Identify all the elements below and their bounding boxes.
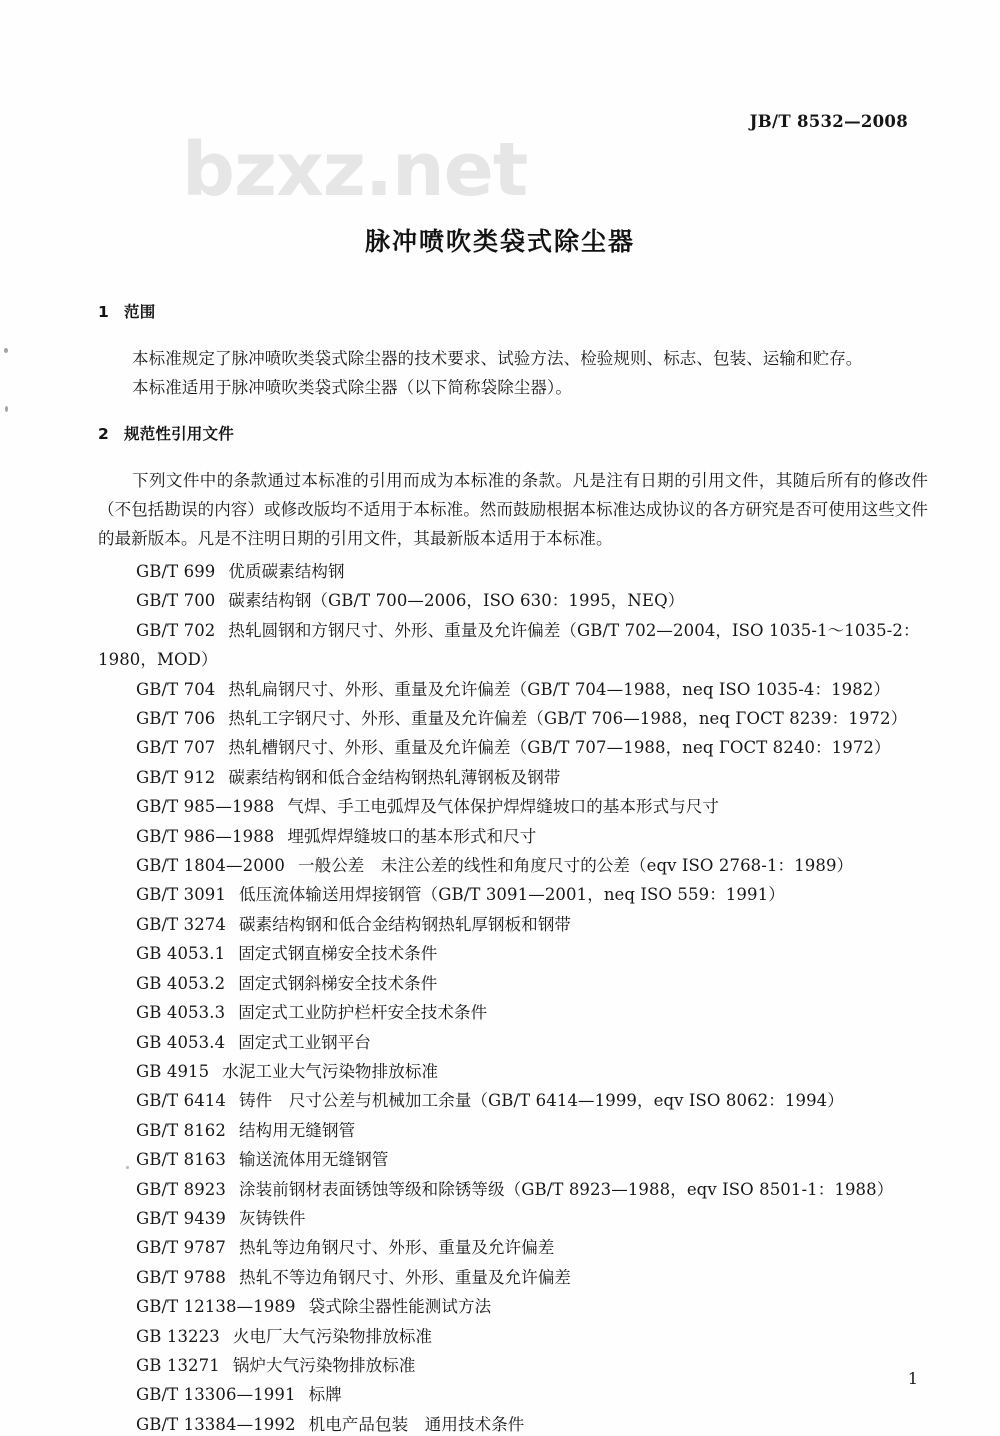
reference-code: GB/T 13306—1991: [136, 1385, 296, 1405]
reference-code: GB 4053.3: [136, 1003, 226, 1023]
reference-title: 一般公差 未注公差的线性和角度尺寸的公差（eqv ISO 2768-1：1989）: [298, 856, 854, 876]
reference-code: GB/T 3091: [136, 885, 227, 905]
reference-title: 机电产品包装 通用技术条件: [308, 1414, 525, 1434]
reference-code: GB/T 702: [136, 620, 216, 640]
reference-item: [98, 851, 928, 880]
reference-item: [98, 880, 928, 909]
reference-title: 热轧扁钢尺寸、外形、重量及允许偏差（GB/T 704—1988，neq ISO 1035-4：1982）: [228, 679, 891, 699]
reference-code: GB 4053.4: [136, 1032, 226, 1052]
reference-title: 优质碳素结构钢: [228, 562, 345, 581]
reference-title: 输送流体用无缝钢管: [239, 1150, 389, 1170]
reference-code: GB/T 985—1988: [136, 797, 275, 817]
reference-code: GB/T 9788: [136, 1267, 227, 1287]
reference-code: GB/T 13384—1992: [136, 1414, 296, 1434]
reference-item: [98, 1145, 928, 1174]
reference-item: [98, 1028, 928, 1057]
spacer: [98, 452, 928, 466]
reference-title: 涂装前钢材表面锈蚀等级和除锈等级（GB/T 8923—1988，eqv ISO 8501-1：1988）: [239, 1179, 894, 1199]
reference-code: GB 13271: [136, 1355, 220, 1375]
reference-code: GB/T 9439: [136, 1208, 227, 1228]
reference-code: GB 4915: [136, 1061, 210, 1081]
reference-title: 热轧圆钢和方钢尺寸、外形、重量及允许偏差（GB/T 702—2004，ISO 1035-1～1035-2：: [228, 620, 920, 640]
normative-reference-list: [98, 557, 928, 1436]
scan-artifact: [126, 1166, 129, 1169]
reference-item: [98, 969, 928, 998]
reference-item: [98, 1410, 928, 1436]
reference-item: [98, 1086, 928, 1115]
reference-item: [98, 675, 928, 704]
reference-item: [98, 704, 928, 733]
clause-2-number: 2: [98, 425, 109, 443]
clause-1-number: 1: [98, 303, 109, 321]
reference-code: GB/T 6414: [136, 1091, 227, 1111]
scan-artifact: [5, 406, 8, 412]
spacer: [98, 402, 928, 422]
reference-item: [98, 910, 928, 939]
reference-code: GB/T 8163: [136, 1150, 227, 1170]
reference-item: [98, 616, 928, 675]
reference-code: GB/T 8923: [136, 1179, 227, 1199]
reference-code: GB/T 700: [136, 591, 216, 611]
reference-title: 碳素结构钢和低合金结构钢热轧薄钢板及钢带: [228, 767, 561, 787]
reference-title: 固定式钢直梯安全技术条件: [238, 944, 438, 964]
reference-item: [98, 1116, 928, 1145]
clause-1-paragraph-1: 本标准规定了脉冲喷吹类袋式除尘器的技术要求、试验方法、检验规则、标志、包装、运输和贮存。: [132, 349, 863, 368]
reference-code: GB/T 1804—2000: [136, 856, 285, 876]
reference-code: GB 4053.2: [136, 973, 226, 993]
reference-item: [98, 792, 928, 821]
reference-item: [98, 1233, 928, 1262]
reference-title: 水泥工业大气污染物排放标准: [222, 1061, 439, 1081]
reference-item: [98, 822, 928, 851]
reference-title: 火电厂大气污染物排放标准: [232, 1326, 433, 1346]
reference-title: 灰铸铁件: [239, 1208, 306, 1228]
reference-title: 热轧不等边角钢尺寸、外形、重量及允许偏差: [239, 1267, 572, 1287]
reference-code: GB/T 699: [136, 562, 216, 581]
reference-title-continuation: 1980，MOD）: [98, 650, 218, 670]
spacer: [98, 330, 928, 344]
reference-title: 固定式工业钢平台: [238, 1032, 371, 1052]
site-watermark: bzxz.net: [182, 127, 528, 213]
reference-code: GB 4053.1: [136, 944, 226, 964]
reference-item: [98, 1263, 928, 1292]
reference-item: [98, 557, 928, 586]
page-title: 脉冲喷吹类袋式除尘器: [364, 227, 635, 256]
clause-1-title: 范围: [124, 303, 156, 321]
clause-2-title: 规范性引用文件: [124, 425, 234, 443]
reference-code: GB/T 706: [136, 709, 216, 729]
reference-title: 固定式钢斜梯安全技术条件: [238, 973, 438, 993]
document-body: [98, 300, 928, 1436]
reference-item: [98, 1175, 928, 1204]
reference-title: 埋弧焊焊缝坡口的基本形式和尺寸: [287, 826, 537, 846]
reference-code: GB/T 704: [136, 679, 216, 699]
reference-item: [98, 1204, 928, 1233]
reference-item: [98, 1351, 928, 1380]
reference-title: 标牌: [308, 1385, 342, 1405]
reference-item: [98, 998, 928, 1027]
reference-code: GB/T 3274: [136, 914, 227, 934]
reference-title: 结构用无缝钢管: [239, 1120, 356, 1140]
reference-item: [98, 1292, 928, 1321]
reference-code: GB/T 912: [136, 767, 216, 787]
scan-artifact: [4, 348, 8, 353]
reference-title: 碳素结构钢（GB/T 700—2006，ISO 630：1995，NEQ）: [228, 591, 685, 611]
reference-code: GB/T 986—1988: [136, 826, 275, 846]
reference-title: 袋式除尘器性能测试方法: [308, 1297, 492, 1317]
reference-title: 碳素结构钢和低合金结构钢热轧厚钢板和钢带: [239, 914, 572, 934]
reference-item: [98, 1057, 928, 1086]
reference-item: [98, 733, 928, 762]
reference-title: 热轧工字钢尺寸、外形、重量及允许偏差（GB/T 706—1988，neq ГОСТ 8239：1972）: [228, 709, 908, 729]
reference-code: GB/T 12138—1989: [136, 1297, 296, 1317]
reference-title: 热轧槽钢尺寸、外形、重量及允许偏差（GB/T 707—1988，neq ГОСТ 8240：1972）: [228, 738, 891, 758]
clause-1-heading: [98, 300, 928, 322]
reference-code: GB/T 707: [136, 738, 216, 758]
clause-2-paragraph-1: 下列文件中的条款通过本标准的引用而成为本标准的条款。凡是注有日期的引用文件，其随后所有的修改件（不包括勘误的内容）或修改版均不适用于本标准。然而鼓励根据本标准达成协议的各方研究是否可使用这些文件的最新版本。凡是不注明日期的引用文件，其最新版本适用于本标准。: [98, 471, 928, 548]
reference-item: [98, 586, 928, 615]
reference-item: [98, 1322, 928, 1351]
reference-title: 固定式工业防护栏杆安全技术条件: [238, 1003, 488, 1023]
reference-title: 气焊、手工电弧焊及气体保护焊焊缝坡口的基本形式与尺寸: [287, 797, 720, 817]
page-number: 1: [907, 1369, 918, 1388]
reference-item: [98, 1380, 928, 1409]
reference-code: GB/T 8162: [136, 1120, 227, 1140]
reference-item: [98, 939, 928, 968]
reference-item: [98, 763, 928, 792]
reference-title: 铸件 尺寸公差与机械加工余量（GB/T 6414—1999，eqv ISO 8062：1994）: [239, 1091, 844, 1111]
reference-title: 锅炉大气污染物排放标准: [232, 1355, 416, 1375]
reference-code: GB/T 9787: [136, 1238, 227, 1258]
clause-2-heading: [98, 422, 928, 444]
reference-code: GB 13223: [136, 1326, 220, 1346]
reference-title: 热轧等边角钢尺寸、外形、重量及允许偏差: [239, 1238, 555, 1258]
standard-number-header: JB/T 8532—2008: [749, 112, 908, 131]
reference-title: 低压流体输送用焊接钢管（GB/T 3091—2001，neq ISO 559：1991）: [239, 885, 785, 905]
clause-1-paragraph-2: 本标准适用于脉冲喷吹类袋式除尘器（以下简称袋除尘器）。: [132, 378, 572, 397]
